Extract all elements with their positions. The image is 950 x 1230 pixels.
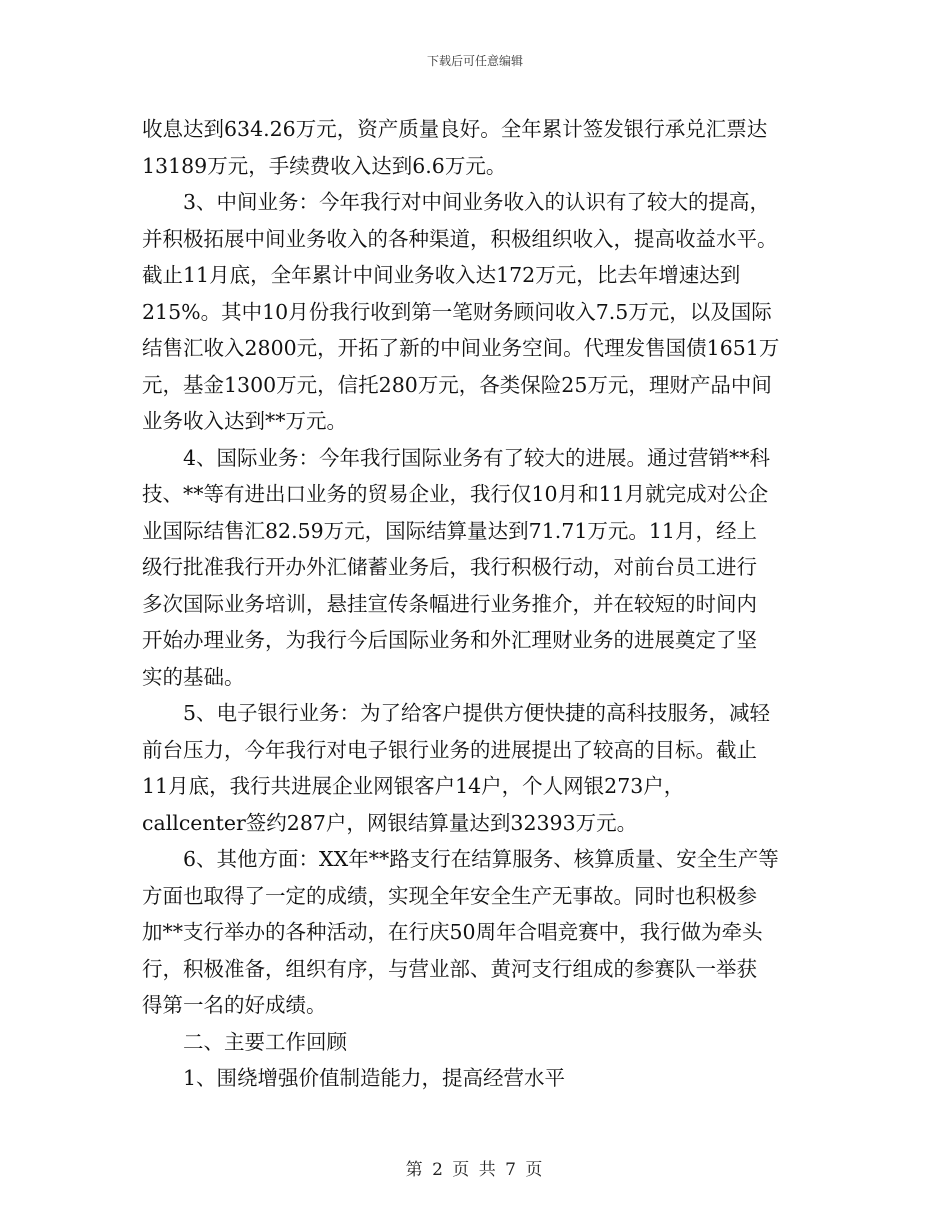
text-line: 215%。其中10月份我行收到第一笔财务顾问收入7.5万元，以及国际 (142, 299, 772, 324)
text-line: 结售汇收入2800元，开拓了新的中间业务空间。代理发售国债1651万 (142, 336, 780, 360)
text-line: 13189万元，手续费收入达到6.6万元。 (142, 153, 507, 178)
text-line: 元，基金1300万元，信托280万元，各类保险25万元，理财产品中间 (142, 372, 772, 397)
text-line: 实的基础。 (142, 664, 245, 689)
text-line: 方面也取得了一定的成绩，实现全年安全生产无事故。同时也积极参 (142, 883, 757, 908)
text-line: 开始办理业务，为我行今后国际业务和外汇理财业务的进展奠定了坚 (142, 628, 757, 652)
text-line: 1、围绕增强价值制造能力，提高经营水平 (183, 1066, 566, 1090)
text-line: 前台压力，今年我行对电子银行业务的进展提出了较高的目标。截止 (142, 737, 757, 762)
text-line: 业务收入达到**万元。 (142, 409, 347, 433)
text-line: 6、其他方面：XX年**路支行在结算服务、核算质量、安全生产等 (183, 847, 779, 871)
text-line: 级行批准我行开办外汇储蓄业务后，我行积极行动，对前台员工进行 (142, 555, 757, 579)
page-header: 下载后可任意编辑 (426, 54, 523, 68)
text-line: 并积极拓展中间业务收入的各种渠道，积极组织收入，提高收益水平。 (142, 226, 778, 251)
text-line: 多次国际业务培训，悬挂宣传条幅进行业务推介，并在较短的时间内 (142, 591, 757, 616)
text-line: 截止11月底，全年累计中间业务收入达172万元，比去年增速达到 (142, 263, 741, 287)
page-footer: 第 2 页 共 7 页 (405, 1160, 545, 1180)
text-line: 5、电子银行业务：为了给客户提供方便快捷的高科技服务，减轻 (183, 701, 771, 725)
text-line: 4、国际业务：今年我行国际业务有了较大的进展。通过营销**科 (183, 445, 771, 470)
document-body (142, 111, 827, 1097)
text-line: 行，积极准备，组织有序，与营业部、黄河支行组成的参赛队一举获 (142, 956, 757, 981)
text-line: 3、中间业务：今年我行对中间业务收入的认识有了较大的提高， (183, 190, 771, 214)
text-line: callcenter签约287户，网银结算量达到32393万元。 (142, 810, 638, 835)
text-line: 二、主要工作回顾 (183, 1029, 347, 1054)
text-line: 11月底，我行共进展企业网银客户14户，个人网银273户， (142, 774, 685, 798)
text-line: 加**支行举办的各种活动，在行庆50周年合唱竞赛中，我行做为牵头 (142, 920, 763, 944)
text-line: 技、**等有进出口业务的贸易企业，我行仅10月和11月就完成对公企 (142, 482, 769, 506)
text-line: 业国际结售汇82.59万元，国际结算量达到71.71万元。11月，经上 (142, 518, 757, 543)
text-line: 收息达到634.26万元，资产质量良好。全年累计签发银行承兑汇票达 (142, 117, 768, 141)
text-line: 得第一名的好成绩。 (142, 993, 327, 1017)
